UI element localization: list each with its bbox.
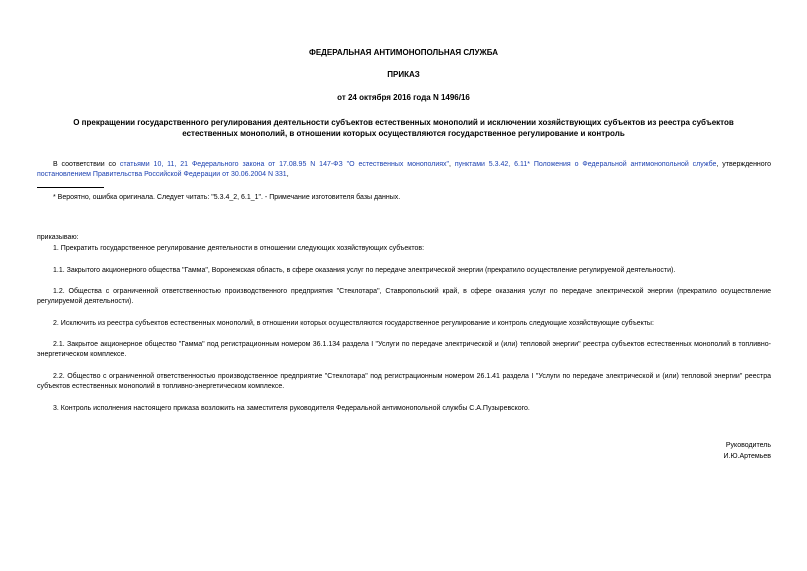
item-1: 1. Прекратить государственное регулирование деятельности в отношении следующих хозяйствующих субъектов: xyxy=(53,245,425,252)
item-3: 3. Контроль исполнения настоящего приказа возложить на заместителя руководителя Федеральной антимонопольной службы С.А.Пузыревского. xyxy=(53,405,530,412)
regulation-link[interactable]: пунктами 5.3.42, 6.11* Положения о Федеральной антимонопольной службе xyxy=(454,161,717,168)
orders-word: приказываю: xyxy=(37,234,79,241)
item-1-2: 1.2. Общества с ограниченной ответственностью производственного предприятия "Стеклотара", Ставропольский край, в сфере оказания услуг по передаче электрической энергии (прекратило осуществление регулируемой деятельности). xyxy=(37,288,771,306)
preamble-text-4: , xyxy=(286,171,289,179)
item-1-1: 1.1. Закрытого акционерного общества "Гамма", Воронежская область, в сфере оказания услуг по передаче электрической энергии (прекратило осуществление регулируемой деятельности). xyxy=(53,267,676,274)
footnote: * Вероятно, ошибка оригинала. Следует читать: "5.3.4_2, 6.1_1". - Примечание изготовителя базы данных. xyxy=(53,194,401,201)
preamble-text-2: , xyxy=(449,161,455,168)
resolution-link[interactable]: постановлением Правительства Российской Федерации от 30.06.2004 N 331 xyxy=(37,171,287,179)
item-2: 2. Исключить из реестра субъектов естественных монополий, в отношении которых осуществляются государственное регулирование и контроль следующие хозяйствующие субъекты: xyxy=(53,320,654,327)
preamble-text-3: , утвержденного xyxy=(716,161,771,168)
preamble xyxy=(37,160,771,180)
document-date: от 24 октября 2016 года N 1496/16 xyxy=(337,93,470,102)
signatory-name: И.Ю.Артемьев xyxy=(723,453,771,460)
item-2-2: 2.2. Общество с ограниченной ответственностью производственное предприятие "Стеклотара" под регистрационным номером 26.1.41 раздела I "Услуги по передаче электрической и (или) тепловой энергии" реестра субъектов естественных монополий в топливно-энергетическом комплексе. xyxy=(37,373,771,391)
signatory-position: Руководитель xyxy=(725,442,771,449)
law-link[interactable]: статьями 10, 11, 21 Федерального закона от 17.08.95 N 147-ФЗ "О естественных монополиях" xyxy=(119,161,450,168)
footnote-separator xyxy=(37,187,104,188)
document-type: ПРИКАЗ xyxy=(387,70,420,79)
item-2-1: 2.1. Закрытое акционерное общество "Гамма" под регистрационным номером 36.1.134 раздела I "Услуги по передаче электрической и (или) тепловой энергии" реестра субъектов естественных монополий в топливно-энергетическом комплексе. xyxy=(37,341,771,359)
agency-name: ФЕДЕРАЛЬНАЯ АНТИМОНОПОЛЬНАЯ СЛУЖБА xyxy=(309,48,498,57)
document-title: О прекращении государственного регулирования деятельности субъектов естественных монополий и исключении хозяйствующих субъектов из реестра субъектов естественных монополий, в отношении которых осуществляются государственное регулирование и контроль xyxy=(73,118,734,139)
preamble-text-1: В соответствии со xyxy=(53,161,120,168)
